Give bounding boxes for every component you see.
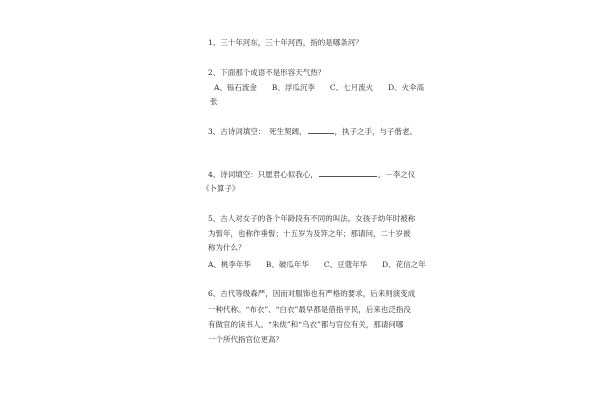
question-4-source: 《卜算子》: [202, 184, 240, 193]
question-2-stem: 2、下面那个成语不是形容天气热？: [208, 68, 326, 77]
question-3-blank: [308, 127, 334, 134]
question-3: [208, 127, 417, 136]
question-5-line-3: 称为什么？: [208, 243, 246, 252]
question-5-options: A、桃李年华 B、破瓜年华 C、豆蔻年华 D、花信之年: [208, 260, 426, 269]
question-1: 1、三十年河东，三十年河西，指的是哪条河？: [208, 38, 363, 47]
question-6-line-1: 6、古代等级森严，因而对服饰也有严格的要求，后来则演变成: [208, 289, 416, 298]
question-2-options-wrap: 张: [210, 97, 218, 106]
question-4: [208, 170, 415, 179]
question-4-suffix: 。－李之仪: [377, 170, 416, 179]
question-6-line-3: 有做官的读书人。“朱绂”和“乌衣”都与官位有关，那请问哪: [208, 320, 404, 329]
question-4-prefix: 4、诗词填空：只愿君心似我心，: [208, 170, 318, 179]
question-6-line-2: 一种代称。“布衣”、“白衣”最早都是借指平民，后来也泛指没: [208, 305, 411, 314]
question-5-line-2: 为髫年，也称作垂髫；十五岁为及笄之年；那请问，二十岁被: [208, 229, 411, 238]
question-4-blank: [319, 170, 377, 177]
question-5-line-1: 5、古人对女子的各个年龄段有不同的叫法。女孩子幼年时被称: [208, 214, 416, 223]
question-3-prefix: 3、古诗词填空： 死生契阔，: [208, 127, 307, 136]
question-3-suffix: ，执子之手，与子偕老。: [334, 127, 418, 136]
question-6-line-4: 一个所代指官位更高？: [208, 335, 283, 344]
question-2-options: A、铄石流金 B、浮瓜沉李 C、七月流火 D、火伞高: [214, 83, 425, 92]
